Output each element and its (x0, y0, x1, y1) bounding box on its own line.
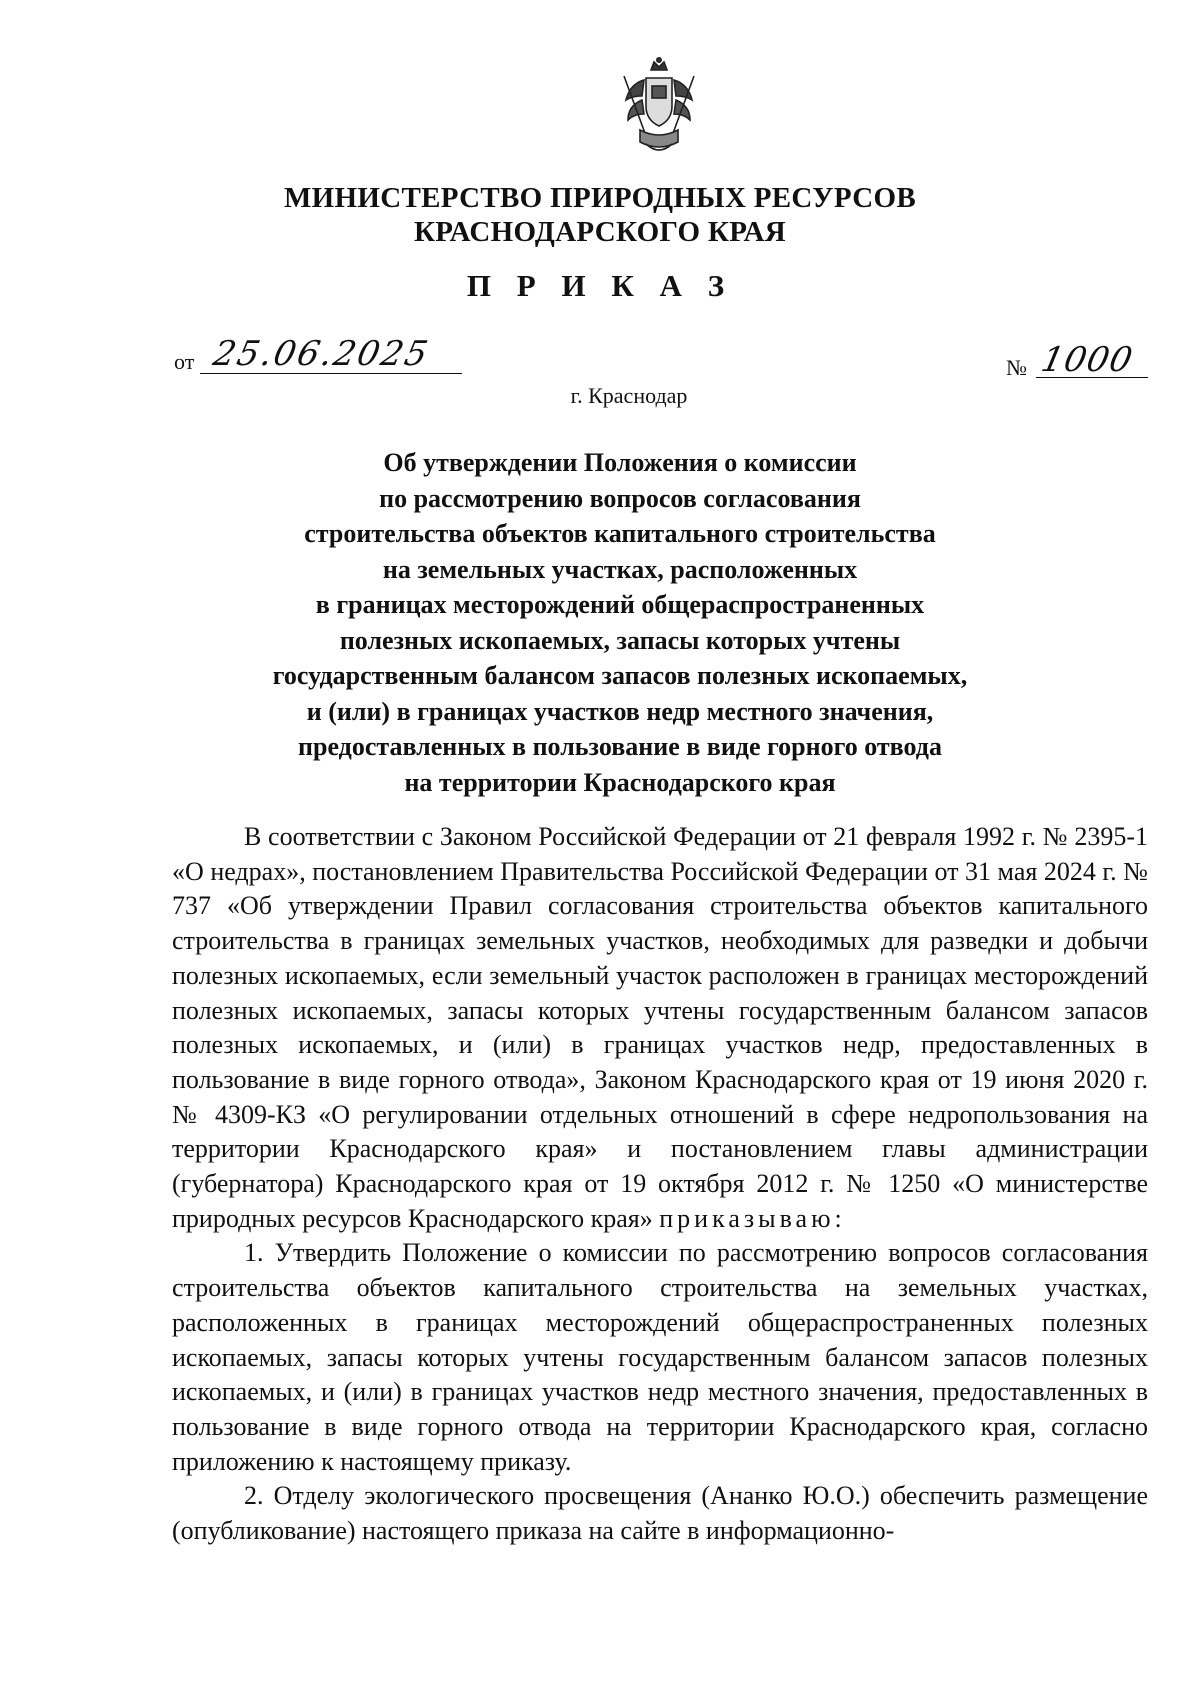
ministry-name-line1: МИНИСТЕРСТВО ПРИРОДНЫХ РЕСУРСОВ (284, 182, 916, 214)
city: г. Краснодар (570, 383, 688, 408)
preamble-paragraph (172, 820, 1148, 1236)
heading-line: в границах месторождений общераспространенных (315, 590, 925, 619)
heading-line: полезных ископаемых, запасы которых учтены (339, 625, 901, 655)
heading-line: Об утверждении Положения о комиссии (383, 448, 857, 477)
heading-line: на территории Краснодарского края (404, 767, 836, 797)
heading-line: предоставленных в пользование в виде горного отвода (298, 732, 942, 761)
coat-of-arms-emblem (616, 56, 702, 160)
heading-line: и (или) в границах участков недр местного значения, (306, 696, 934, 726)
heading-line: по рассмотрению вопросов согласования (379, 483, 861, 513)
heading-line: государственным балансом запасов полезных ископаемых, (272, 661, 968, 690)
item-2-paragraph: 2. Отделу экологического просвещения (Ананко Ю.О.) обеспечить размещение (опубликование) настоящего приказа на сайте в информационно- (172, 1481, 1148, 1546)
date-handwritten: 25.06.2025 (209, 334, 433, 374)
heading-line: на земельных участках, расположенных (382, 554, 858, 584)
number-handwritten: 1000 (1037, 340, 1137, 380)
number-label: № (1006, 355, 1027, 380)
document-type-title: П Р И К А З (466, 268, 734, 303)
document-body (172, 820, 1148, 1549)
preamble-text: В соответствии с Законом Российской Федерации от 21 февраля 1992 г. № 2395-1 «О недрах», постановлением Правительства Российской Федерации от 31 мая 2024 г. № 737 «Об утверждении Правил согласования строительства объектов капитального строительства в границах земельных участков, необходимых для разведки и добычи полезных ископаемых, если земельный участок расположен в границах месторождений полезных ископаемых, запасы которых учтены государственным балансом запасов полезных ископаемых, и (или) в границах участков недр, предоставленных в пользование в виде горного отвода», Законом Краснодарского края от 19 июня 2020 г. № 4309-КЗ «О регулировании отдельных отношений в сфере недропользования на территории Краснодарского края» и постановлением главы администрации (губернатора) Краснодарского края от 19 октября 2012 г. № 1250 «О министерстве природных ресурсов Краснодарского края» (172, 822, 1148, 1233)
date-label: от (174, 349, 195, 374)
item-1-paragraph: 1. Утвердить Положение о комиссии по рассмотрению вопросов согласования строительства объектов капитального строительства на земельных участках, расположенных в границах месторождений общераспространенных полезных ископаемых, запасы которых учтены государственным балансом запасов полезных ископаемых, и (или) в границах участков недр местного значения, предоставленных в пользование в виде горного отвода на территории Краснодарского края, согласно приложению к настоящему приказу. (172, 1238, 1148, 1476)
heading-line: строительства объектов капитального строительства (304, 519, 936, 548)
document-heading (120, 445, 1120, 800)
ministry-name-line2: КРАСНОДАРСКОГО КРАЯ (413, 216, 787, 248)
order-word: приказываю: (659, 1203, 846, 1233)
